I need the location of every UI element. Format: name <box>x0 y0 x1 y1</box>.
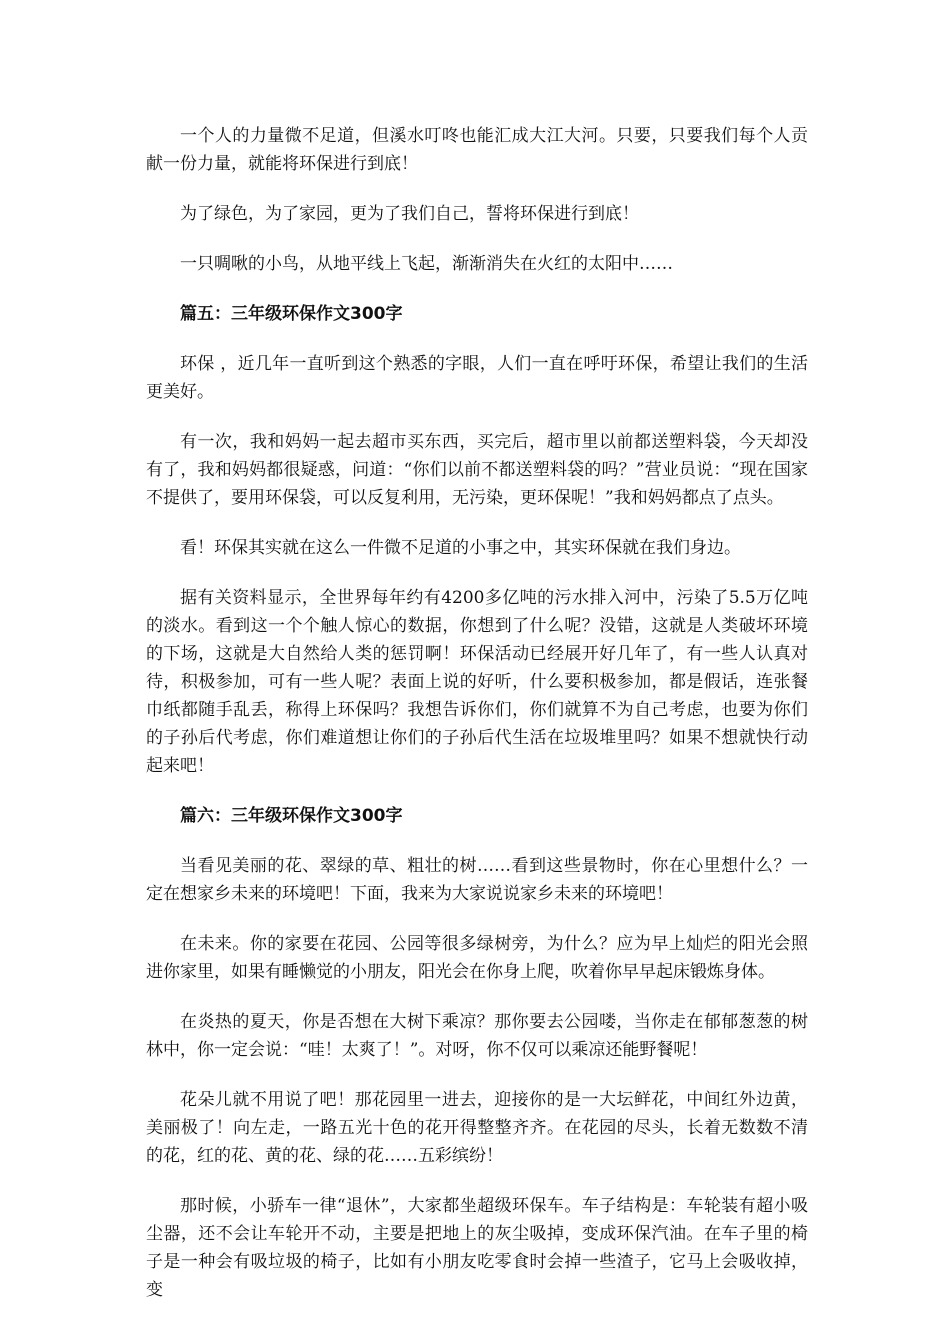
paragraph: 在炎热的夏天，你是否想在大树下乘凉？那你要去公园喽，当你走在郁郁葱葱的树林中，你一定会说：“哇！太爽了！”。对呀，你不仅可以乘凉还能野餐呢！ <box>146 1012 808 1060</box>
paragraph: 一只啁啾的小鸟，从地平线上飞起，渐渐消失在火红的太阳中…… <box>180 254 673 274</box>
paragraph: 一个人的力量微不足道，但溪水叮咚也能汇成大江大河。只要，只要我们每个人贡献一份力量，就能将环保进行到底！ <box>146 126 808 174</box>
paragraph: 那时候，小骄车一律“退休”，大家都坐超级环保车。车子结构是：车轮装有超小吸尘器，还不会让车轮开不动，主要是把地上的灰尘吸掉，变成环保汽油。在车子里的椅子是一种会有吸垃圾的椅子，比如有小朋友吃零食时会掉一些渣子，它马上会吸收掉，变 <box>146 1196 808 1300</box>
section-heading: 篇六：三年级环保作文300字 <box>180 806 403 826</box>
paragraph: 有一次，我和妈妈一起去超市买东西，买完后，超市里以前都送塑料袋，今天却没有了，我和妈妈都很疑惑，问道：“你们以前不都送塑料袋的吗？”营业员说：“现在国家不提供了，要用环保袋，可以反复利用，无污染，更环保呢！”我和妈妈都点了点头。 <box>146 432 808 508</box>
document-page <box>146 122 808 1326</box>
paragraph: 环保 ，近几年一直听到这个熟悉的字眼，人们一直在呼吁环保，希望让我们的生活更美好。 <box>146 354 808 402</box>
paragraph: 为了绿色，为了家园，更为了我们自己，誓将环保进行到底！ <box>180 204 639 224</box>
paragraph: 在未来。你的家要在花园、公园等很多绿树旁，为什么？应为早上灿烂的阳光会照进你家里，如果有睡懒觉的小朋友，阳光会在你身上爬，吹着你早早起床锻炼身体。 <box>146 934 808 982</box>
paragraph: 当看见美丽的花、翠绿的草、粗壮的树……看到这些景物时，你在心里想什么？一定在想家乡未来的环境吧！下面，我来为大家说说家乡未来的环境吧！ <box>146 856 808 904</box>
section-heading: 篇五：三年级环保作文300字 <box>180 304 403 324</box>
paragraph: 看！环保其实就在这么一件微不足道的小事之中，其实环保就在我们身边。 <box>180 538 741 558</box>
paragraph: 据有关资料显示，全世界每年约有4200多亿吨的污水排入河中，污染了5.5万亿吨的淡水。看到这一个个触人惊心的数据，你想到了什么呢？没错，这就是人类破坏环境的下场，这就是大自然给人类的惩罚啊！环保活动已经展开好几年了，有一些人认真对待，积极参加，可有一些人呢？表面上说的好听，什么要积极参加，都是假话，连张餐巾纸都随手乱丢，称得上环保吗？我想告诉你们，你们就算不为自己考虑，也要为你们的子孙后代考虑，你们难道想让你们的子孙后代生活在垃圾堆里吗？如果不想就快行动起来吧！ <box>146 588 808 776</box>
paragraph: 花朵儿就不用说了吧！那花园里一进去，迎接你的是一大坛鲜花，中间红外边黄，美丽极了！向左走，一路五光十色的花开得整整齐齐。在花园的尽头，长着无数数不清的花，红的花、黄的花、绿的花……五彩缤纷！ <box>146 1090 808 1166</box>
